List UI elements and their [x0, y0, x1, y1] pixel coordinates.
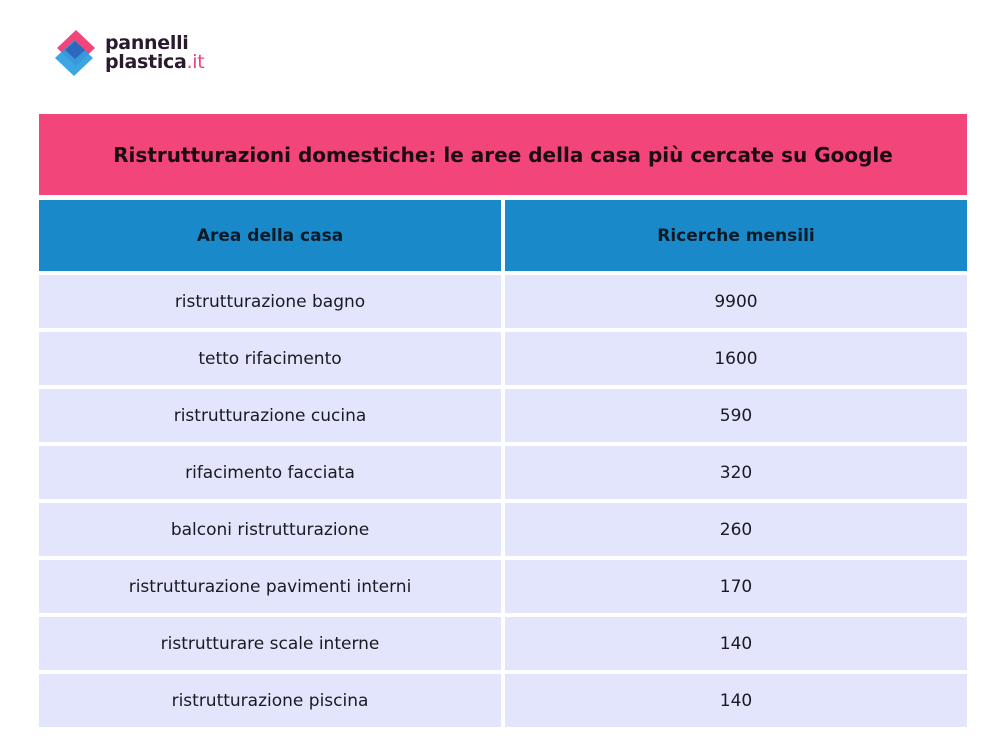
- table-row: [39, 674, 967, 727]
- cell-value: 260: [505, 503, 967, 556]
- logo-line1: pannelli: [105, 32, 189, 54]
- cell-area: tetto rifacimento: [39, 332, 501, 385]
- cell-value: 320: [505, 446, 967, 499]
- table-row: [39, 389, 967, 442]
- cell-value: 140: [505, 674, 967, 727]
- logo-tld: .it: [186, 51, 205, 73]
- logo-text: [105, 34, 204, 72]
- cell-area: balconi ristrutturazione: [39, 503, 501, 556]
- cell-value: 590: [505, 389, 967, 442]
- table-row: [39, 275, 967, 328]
- logo-diamond-icon: [53, 28, 99, 78]
- cell-area: ristrutturazione bagno: [39, 275, 501, 328]
- cell-value: 9900: [505, 275, 967, 328]
- table-row: [39, 617, 967, 670]
- table-row: [39, 503, 967, 556]
- table-header-row: [39, 200, 967, 271]
- table-row: [39, 446, 967, 499]
- cell-area: rifacimento facciata: [39, 446, 501, 499]
- cell-value: 140: [505, 617, 967, 670]
- search-table: [39, 114, 967, 727]
- table-title: Ristrutturazioni domestiche: le aree della casa più cercate su Google: [39, 114, 967, 195]
- logo-line2: plastica: [105, 51, 187, 73]
- cell-value: 1600: [505, 332, 967, 385]
- brand-logo: [53, 28, 204, 78]
- cell-area: ristrutturazione cucina: [39, 389, 501, 442]
- header-area: Area della casa: [39, 200, 501, 271]
- cell-value: 170: [505, 560, 967, 613]
- header-searches: Ricerche mensili: [505, 200, 967, 271]
- cell-area: ristrutturazione pavimenti interni: [39, 560, 501, 613]
- cell-area: ristrutturare scale interne: [39, 617, 501, 670]
- cell-area: ristrutturazione piscina: [39, 674, 501, 727]
- table-row: [39, 560, 967, 613]
- table-row: [39, 332, 967, 385]
